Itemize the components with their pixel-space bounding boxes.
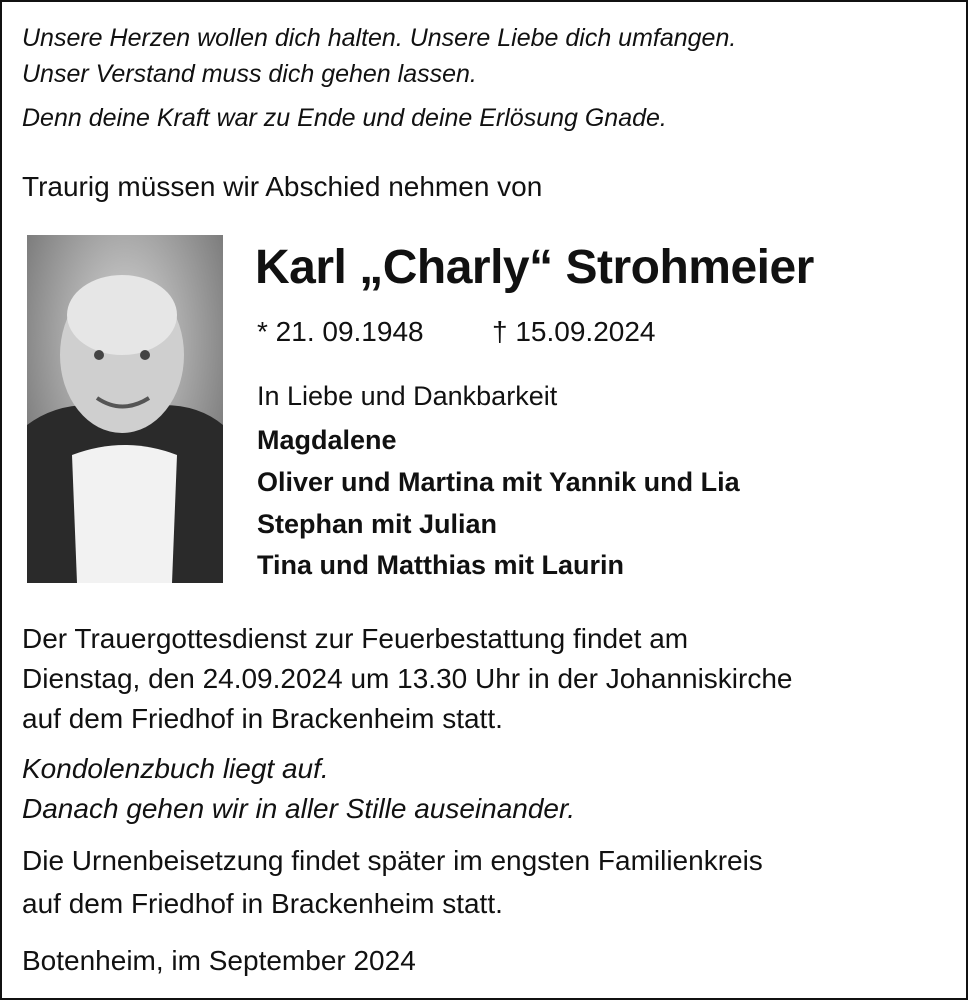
note-line: Kondolenzbuch liegt auf. [22,753,329,784]
service-line: Der Trauergottesdienst zur Feuerbestattung findet am [22,623,689,654]
birth-date: * 21. 09.1948 [257,316,424,347]
deceased-name: Karl „Charly“ Strohmeier [255,241,814,294]
mourner-line: Tina und Matthias mit Laurin [257,550,625,580]
mourners-intro: In Liebe und Dankbarkeit [257,381,558,411]
mourner-line: Stephan mit Julian [257,509,498,539]
burial-line: Die Urnenbeisetzung findet später im engsten Familienkreis [22,845,763,876]
note-line: Danach gehen wir in aller Stille auseinander. [22,793,576,824]
burial-line: auf dem Friedhof in Brackenheim statt. [22,888,503,919]
portrait-photo [27,235,223,583]
intro-poem-line: Denn deine Kraft war zu Ende und deine Erlösung Gnade. [22,104,667,132]
mourner-line: Magdalene [257,425,397,455]
service-line: Dienstag, den 24.09.2024 um 13.30 Uhr in der Johanniskirche [22,663,793,694]
intro-poem-line: Unser Verstand muss dich gehen lassen. [22,60,477,88]
mourner-line: Oliver und Martina mit Yannik und Lia [257,467,740,497]
announcement: Traurig müssen wir Abschied nehmen von [22,171,543,202]
intro-poem-line: Unsere Herzen wollen dich halten. Unsere Liebe dich umfangen. [22,24,737,52]
service-line: auf dem Friedhof in Brackenheim statt. [22,703,503,734]
death-date: † 15.09.2024 [492,316,656,347]
place-date: Botenheim, im September 2024 [22,945,416,976]
